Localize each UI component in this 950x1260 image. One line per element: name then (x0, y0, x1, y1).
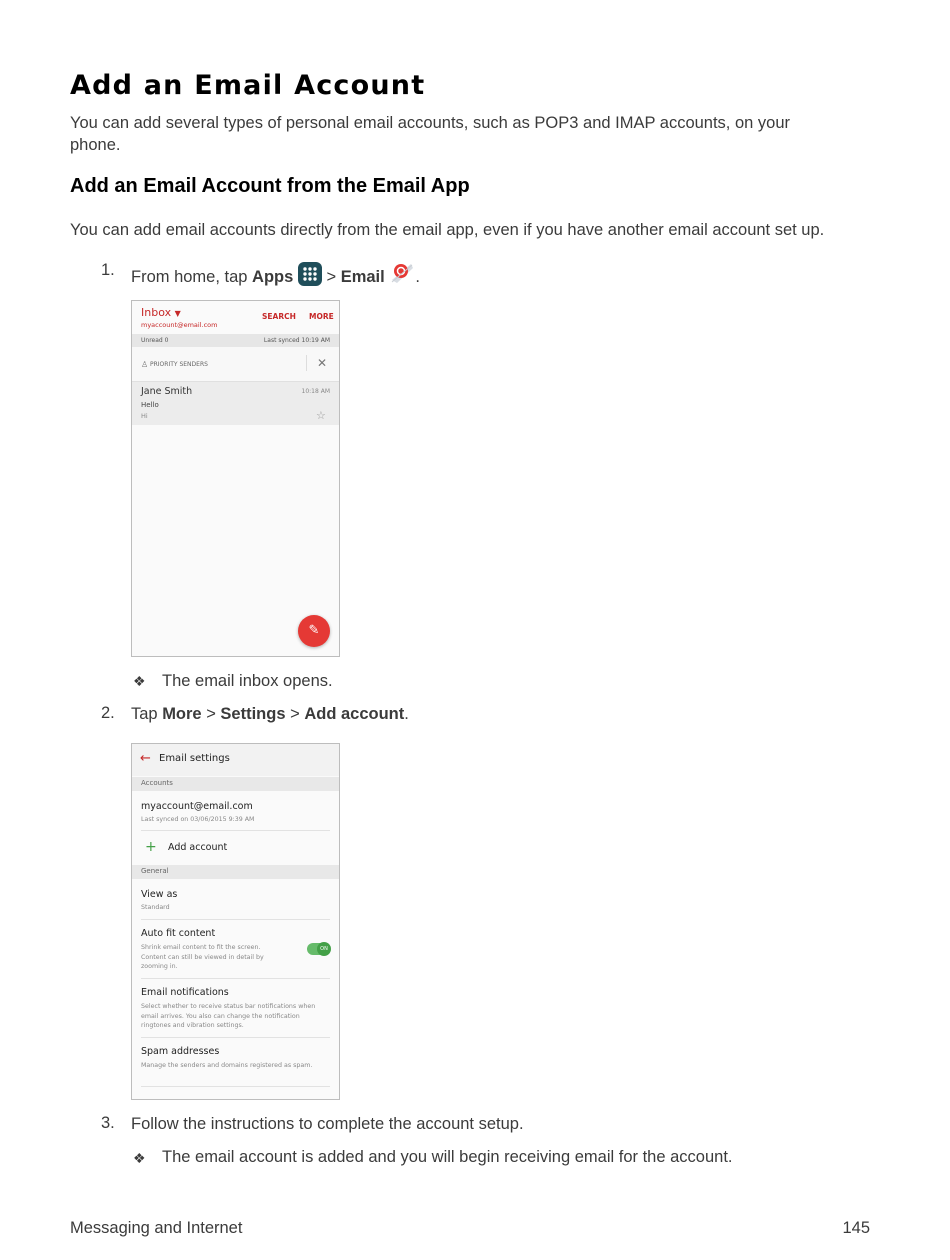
chevron-down-icon: ▼ (174, 309, 181, 318)
step-3-text: Follow the instructions to complete the account setup. (131, 1115, 524, 1133)
more-button: MORE (309, 312, 334, 321)
step-3-result: The email account is added and you will begin receiving email for the account. (162, 1148, 733, 1166)
message-preview: Hi (141, 412, 148, 420)
step-1-text: From home, tap Apps > Email . (131, 260, 420, 292)
back-arrow-icon: ← (140, 751, 151, 766)
compose-icon: ✎ (298, 615, 330, 647)
email-settings-screenshot (131, 743, 340, 1100)
accounts-section-header: Accounts (132, 777, 339, 791)
divider (141, 830, 330, 831)
account-sync: Last synced on 03/06/2015 9:39 AM (141, 816, 255, 823)
section-heading: Add an Email Account from the Email App (70, 175, 470, 197)
divider (141, 978, 330, 979)
bullet-icon: ❖ (133, 1150, 146, 1166)
bullet-icon: ❖ (133, 673, 146, 689)
auto-fit-title: Auto fit content (141, 928, 216, 939)
step-2-text: Tap More > Settings > Add account. (131, 705, 409, 723)
footer-section: Messaging and Internet (70, 1219, 243, 1237)
person-icon: ♙ (141, 360, 149, 369)
notifications-desc: Select whether to receive status bar notifications when email arrives. You also can change the notification ringtones and vibration settings. (141, 1003, 316, 1029)
priority-senders-label: PRIORITY SENDERS (150, 361, 208, 368)
close-icon: ✕ (317, 356, 328, 370)
divider (141, 1086, 330, 1087)
page-number: 145 (842, 1219, 870, 1237)
inbox-dropdown: Inbox ▼ (141, 306, 181, 319)
inbox-account: myaccount@email.com (141, 321, 218, 329)
inbox-app-bar (132, 301, 339, 334)
toggle-label: ON (317, 942, 331, 956)
add-account-item: Add account (168, 842, 228, 853)
step-1-number: 1. (101, 261, 115, 279)
divider (141, 1037, 330, 1038)
view-as-value: Standard (141, 904, 170, 911)
star-icon: ☆ (316, 409, 326, 422)
inbox-status-bar (132, 334, 339, 347)
spam-title: Spam addresses (141, 1046, 220, 1057)
search-button: SEARCH (262, 312, 296, 321)
plus-icon: + (145, 839, 157, 855)
email-app-icon (389, 260, 415, 292)
inbox-screenshot (131, 300, 340, 657)
step-3-number: 3. (101, 1114, 115, 1132)
section-intro: You can add email accounts directly from the email app, even if you have another email account set up. (70, 221, 825, 239)
auto-fit-desc: Shrink email content to fit the screen. Content can still be viewed in detail by zooming in. (141, 944, 264, 970)
notifications-title: Email notifications (141, 987, 229, 998)
apps-grid-icon (298, 262, 322, 292)
view-as-title: View as (141, 889, 178, 900)
general-section-header: General (132, 865, 339, 879)
intro-paragraph: You can add several types of personal email accounts, such as POP3 and IMAP accounts, on your phone. (70, 114, 791, 154)
spam-desc: Manage the senders and domains registered as spam. (141, 1062, 313, 1069)
message-time: 10:18 AM (301, 388, 330, 395)
step-2-number: 2. (101, 704, 115, 722)
account-email: myaccount@email.com (141, 801, 253, 812)
step-1-result: The email inbox opens. (162, 672, 333, 690)
settings-app-bar (132, 744, 339, 776)
page-title: Add an Email Account (70, 70, 426, 101)
settings-title: Email settings (159, 753, 230, 764)
priority-senders-bar (132, 347, 339, 382)
unread-count: Unread 0 (141, 337, 169, 344)
divider (306, 355, 307, 371)
divider (141, 919, 330, 920)
last-synced: Last synced 10:19 AM (263, 337, 330, 344)
message-sender: Jane Smith (141, 386, 193, 397)
message-row (132, 382, 339, 425)
auto-fit-toggle (307, 943, 329, 955)
message-subject: Hello (141, 401, 159, 409)
